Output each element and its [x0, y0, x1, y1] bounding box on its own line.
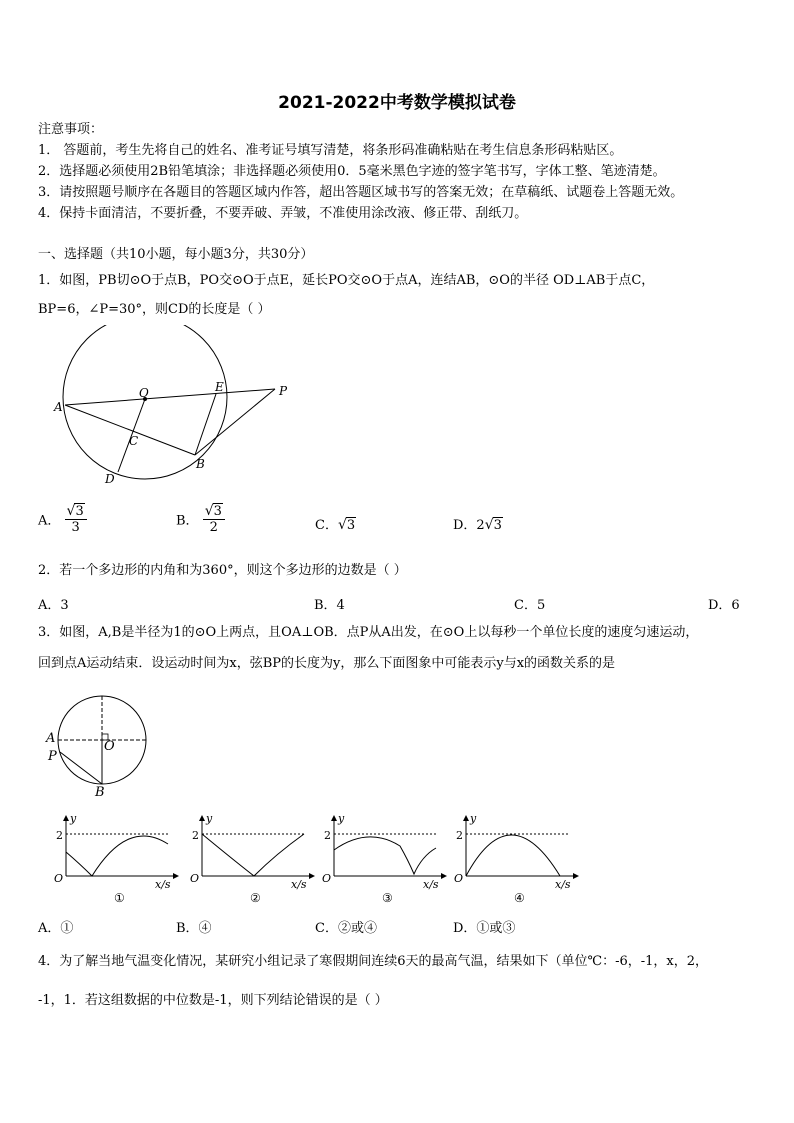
- point-label: O: [104, 739, 115, 754]
- tick-label: 2: [324, 829, 331, 842]
- option-d: D．6: [708, 598, 740, 613]
- question-2: 2．若一个多边形的内角和为360°，则这个多边形的边数是（ ）: [38, 563, 407, 578]
- section-heading: 一、选择题（共10小题，每小题3分，共30分）: [38, 247, 314, 262]
- option-c: C．5: [514, 598, 546, 613]
- option-b: B．4: [314, 598, 345, 613]
- graph-label: ④: [514, 891, 525, 905]
- question-3-figure: [42, 690, 157, 798]
- option-c: C．√3: [315, 517, 356, 533]
- axis-label: x/s: [423, 878, 439, 891]
- point-label: P: [279, 384, 288, 398]
- point-label: C: [129, 434, 139, 448]
- question-4-line1: 4．为了解当地气温变化情况，某研究小组记录了寒假期间连续6天的最高气温，结果如下（单位℃：-6，-1，x，2，: [38, 954, 709, 969]
- tick-label: 2: [56, 829, 63, 842]
- axis-label: x/s: [291, 878, 307, 891]
- point-label: E: [215, 380, 224, 394]
- notice-item: 3．请按照题号顺序在各题目的答题区域内作答，超出答题区域书写的答案无效；在草稿纸、试题卷上答题无效。: [38, 185, 684, 200]
- point-label: D: [105, 472, 115, 486]
- question-1-line1: 1．如图，PB切⊙O于点B，PO交⊙O于点E，延长PO交⊙O于点A，连结AB，⊙O的半径 OD⊥AB于点C，: [38, 273, 655, 288]
- question-4-line2: -1，1．若这组数据的中位数是-1，则下列结论错误的是（ ）: [38, 993, 388, 1008]
- notice-item: 4．保持卡面清洁，不要折叠，不要弄破、弄皱，不准使用涂改液、修正带、刮纸刀。: [38, 206, 528, 221]
- option-a: A．3: [38, 598, 69, 613]
- option-b: B．④: [176, 921, 212, 936]
- origin-label: O: [322, 872, 332, 885]
- graph-label: ③: [382, 891, 393, 905]
- option-c: C．②或④: [315, 921, 377, 936]
- point-label: O: [139, 386, 149, 400]
- point-label: P: [48, 749, 57, 764]
- question-3-line1: 3．如图，A,B是半径为1的⊙O上两点，且OA⊥OB．点P从A出发，在⊙O上以每秒一个单位长度的速度匀速运动，: [38, 625, 699, 640]
- question-3-graphs: [40, 808, 580, 908]
- page-title: 2021-2022中考数学模拟试卷: [278, 93, 516, 113]
- question-1-figure: [50, 325, 300, 495]
- axis-label: y: [338, 812, 345, 825]
- option-a: A． $\frac{√3}{3}$: [38, 503, 87, 535]
- axis-label: x/s: [155, 878, 171, 891]
- question-1-line2: BP=6，∠P=30°，则CD的长度是（ ）: [38, 302, 271, 317]
- origin-label: O: [54, 872, 64, 885]
- point-label: A: [54, 400, 63, 414]
- point-label: B: [196, 457, 205, 471]
- graph-label: ②: [250, 891, 261, 905]
- origin-label: O: [454, 872, 464, 885]
- axis-label: y: [70, 812, 77, 825]
- point-label: B: [95, 785, 105, 798]
- question-3-line2: 回到点A运动结束．设运动时间为x，弦BP的长度为y，那么下面图象中可能表示y与x的函数关系的是: [38, 656, 616, 671]
- notice-item: 1． 答题前，考生先将自己的姓名、准考证号填写清楚，将条形码准确粘贴在考生信息条形码粘贴区。: [38, 143, 623, 158]
- tick-label: 2: [192, 829, 199, 842]
- option-a: A．①: [38, 921, 74, 936]
- axis-label: y: [470, 812, 477, 825]
- tick-label: 2: [456, 829, 463, 842]
- option-d: D．2√3: [453, 517, 502, 533]
- axis-label: x/s: [555, 878, 571, 891]
- notice-item: 2．选择题必须使用2B铅笔填涂；非选择题必须使用0．5毫米黑色字迹的签字笔书写，字体工整、笔迹清楚。: [38, 164, 666, 179]
- origin-label: O: [190, 872, 200, 885]
- option-b: B． $\frac{√3}{2}$: [176, 503, 225, 535]
- point-label: A: [46, 731, 56, 746]
- axis-label: y: [206, 812, 213, 825]
- graph-label: ①: [114, 891, 125, 905]
- option-d: D．①或③: [453, 921, 516, 936]
- notice-heading: 注意事项：: [38, 122, 104, 137]
